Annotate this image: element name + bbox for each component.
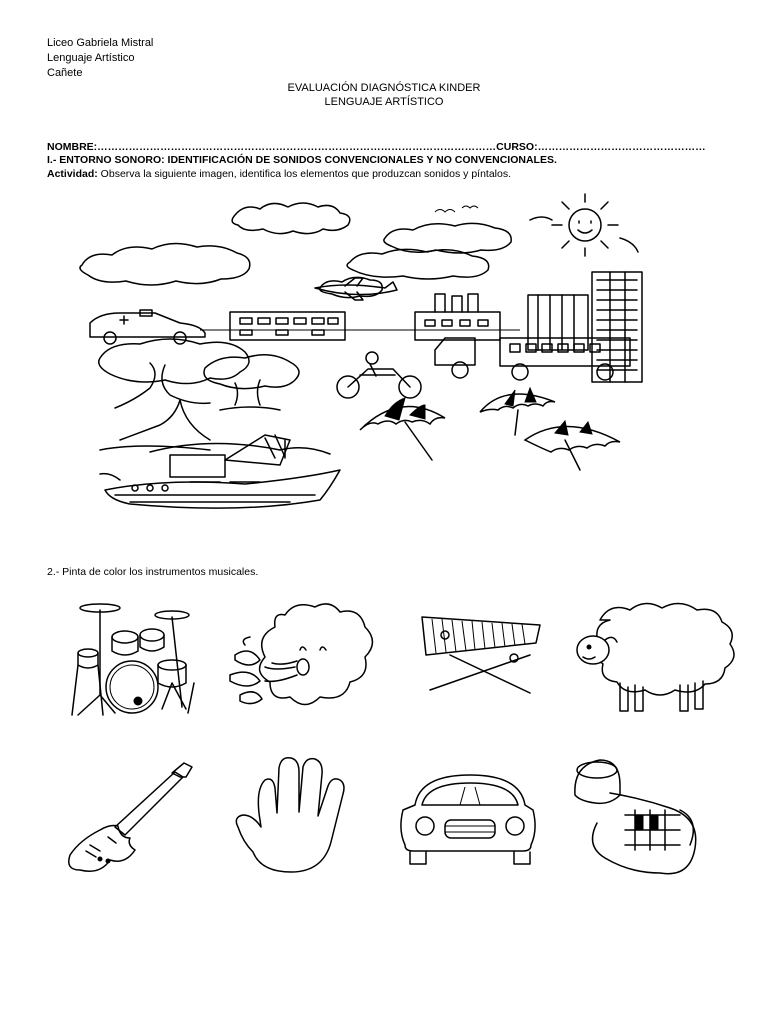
section2-heading: 2.- Pinta de color los instrumentos musicales. — [47, 566, 259, 578]
school-name: Liceo Gabriela Mistral — [47, 37, 154, 49]
cloud-icon — [384, 223, 511, 253]
birds-icon — [435, 206, 478, 212]
page-title: EVALUACIÓN DIAGNÓSTICA KINDER — [287, 82, 481, 94]
beach-umbrella-icon — [360, 398, 445, 460]
tree-icon — [99, 339, 249, 450]
wind-cloud-item — [225, 595, 375, 725]
name-course-line: NOMBRE:……………………………………………………………………………………………………CURSO:………………………………………… — [47, 141, 706, 153]
electric-guitar-icon — [60, 755, 210, 885]
section1-heading: I.- ENTORNO SONORO: IDENTIFICACIÓN DE SONIDOS CONVENCIONALES Y NO CONVENCIONALES. — [47, 154, 557, 166]
cloud-icon — [80, 243, 250, 285]
wind-cloud-icon — [225, 595, 375, 725]
car-icon — [390, 760, 540, 890]
ambulance-icon — [90, 310, 205, 344]
activity-label: Actividad: — [47, 168, 98, 180]
factory-icon — [415, 294, 500, 340]
cloud-icon — [347, 249, 489, 279]
sun-icon — [530, 194, 638, 256]
sheep-item — [575, 595, 725, 725]
sheep-icon — [575, 595, 745, 725]
drum-kit-icon — [60, 595, 210, 725]
hand-icon — [225, 750, 375, 880]
tuba-item — [565, 755, 715, 885]
tuba-icon — [565, 755, 715, 885]
xylophone-item — [410, 595, 560, 725]
xylophone-icon — [410, 595, 560, 725]
page-subtitle: LENGUAJE ARTÍSTICO — [324, 96, 444, 108]
subject-name: Lenguaje Artístico — [47, 52, 135, 64]
beach-umbrella-icon — [525, 421, 620, 470]
city-scene-illustration — [60, 190, 660, 530]
bus-icon — [230, 312, 345, 340]
car-item — [390, 760, 540, 890]
hand-item — [225, 750, 375, 880]
drum-kit-item — [60, 595, 210, 725]
electric-guitar-item — [60, 755, 210, 885]
activity-instruction — [47, 167, 511, 181]
city-name: Cañete — [47, 67, 83, 79]
cloud-icon — [232, 203, 350, 234]
beach-umbrella-icon — [480, 388, 555, 435]
activity-text: Observa la siguiente imagen, identifica los elementos que produzcan sonidos y píntalos. — [97, 168, 512, 180]
tree-icon — [204, 355, 299, 410]
motorcycle-icon — [337, 352, 421, 398]
truck-icon — [435, 338, 630, 380]
